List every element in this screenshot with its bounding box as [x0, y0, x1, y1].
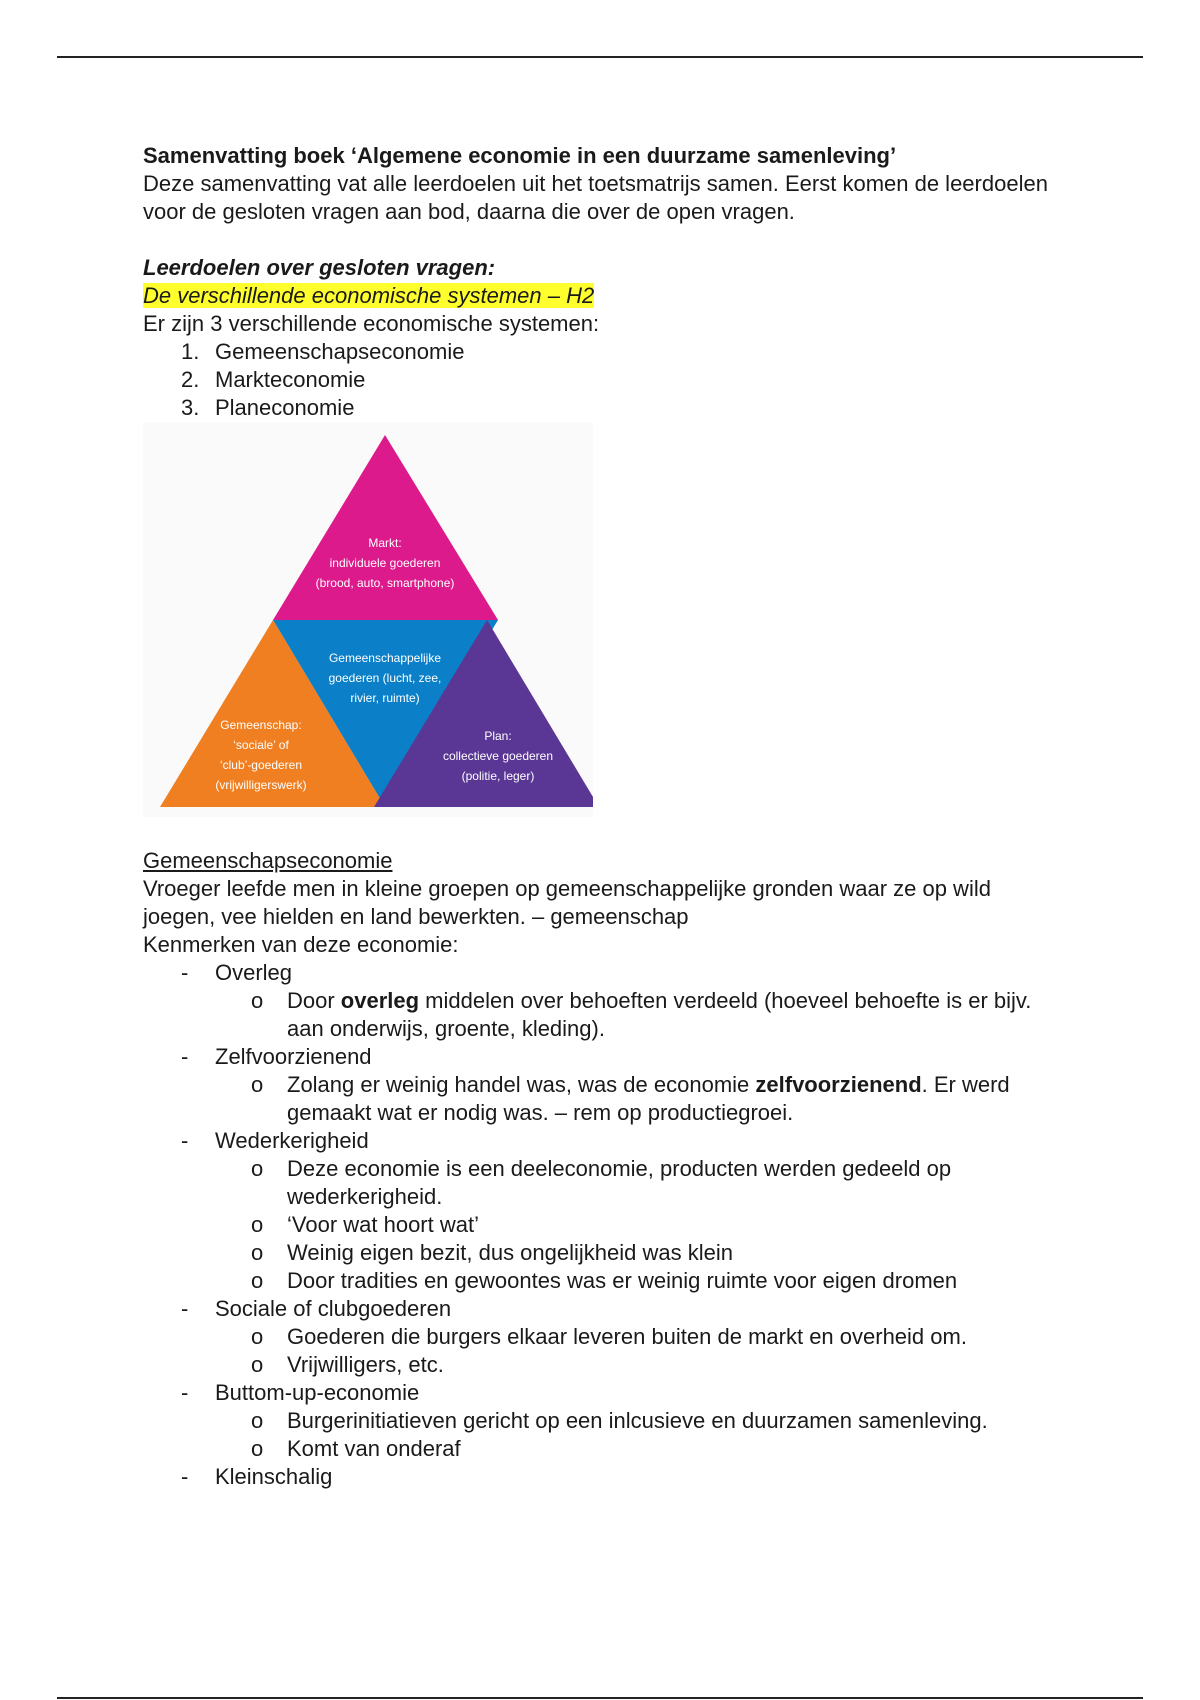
sub-list-item: o Door tradities en gewoontes was er weinig ruimte voor eigen dromen	[251, 1268, 958, 1293]
markt-label-2: individuele goederen	[329, 556, 441, 570]
list-item: 1. Gemeenschapseconomie	[181, 339, 465, 364]
kenmerken-intro: Kenmerken van deze economie:	[143, 932, 459, 957]
intro-paragraph: Deze samenvatting vat alle leerdoelen uit het toetsmatrijs samen. Eerst komen de leerdoelen voor de gesloten vragen aan bod, daarna die over de open vragen.	[143, 171, 1048, 224]
header-rule	[57, 56, 1143, 58]
systems-intro: Er zijn 3 verschillende economische systemen:	[143, 311, 600, 336]
gemeenschap-label-3: ‘club’-goederen	[219, 758, 303, 772]
list-item: - Zelfvoorzienend o Zolang er weinig handel was, was de economie zelfvoorzienend. Er werd gemaakt wat er nodig was. – rem op productiegroei.	[181, 1043, 1063, 1127]
gemeenschap-label-2: ‘sociale’ of	[233, 738, 289, 752]
gemeenschappelijk-label-1: Gemeenschappelijke	[328, 651, 442, 665]
markt-label-3: (brood, auto, smartphone)	[315, 576, 455, 590]
plan-label-3: (politie, leger)	[461, 769, 535, 783]
sub-list-item: o Door overleg middelen over behoeften verdeeld (hoeveel behoefte is er bijv. aan onderwijs, groente, kleding).	[251, 988, 1032, 1041]
list-item: - Wederkerigheid o Deze economie is een deeleconomie, producten werden gedeeld op wederkerigheid. o ‘Voor wat hoort wat’ o Weinig eigen bezit, dus ongelijkheid was klein o Door tradities en gewoontes was er weinig ruimte voor eigen dromen	[181, 1127, 1063, 1295]
gemeenschap-label-1: Gemeenschap:	[220, 718, 302, 732]
sub-list	[215, 987, 1063, 1043]
sub-list	[215, 1407, 1063, 1463]
list-item: - Sociale of clubgoederen o Goederen die burgers elkaar leveren buiten de markt en overheid om. o Vrijwilligers, etc.	[181, 1295, 1063, 1379]
sub-list-item: o Komt van onderaf	[251, 1436, 461, 1461]
sub-list-item: o Deze economie is een deeleconomie, producten werden gedeeld op wederkerigheid.	[251, 1156, 952, 1209]
highlighted-subheading: De verschillende economische systemen – H2	[143, 283, 595, 308]
subsection-title: Gemeenschapseconomie	[143, 848, 393, 873]
characteristics-list	[143, 959, 1063, 1491]
sub-list-item: o Goederen die burgers elkaar leveren buiten de markt en overheid om.	[251, 1324, 967, 1349]
gemeenschap-label-4: (vrijwilligerswerk)	[215, 778, 307, 792]
economic-systems-triangle-diagram	[143, 422, 593, 817]
sub-list-item: o Burgerinitiatieven gericht op een inlcusieve en duurzamen samenleving.	[251, 1408, 988, 1433]
systems-list	[143, 338, 1063, 422]
footer-rule	[57, 1697, 1143, 1699]
plan-label-2: collectieve goederen	[442, 749, 554, 763]
gemeenschappelijk-label-2: goederen (lucht, zee,	[328, 671, 442, 685]
sub-list	[215, 1155, 1063, 1295]
sub-list-item: o Vrijwilligers, etc.	[251, 1352, 444, 1377]
list-item: - Kleinschalig	[181, 1464, 333, 1489]
sub-list	[215, 1071, 1063, 1127]
plan-label-1: Plan:	[484, 729, 512, 743]
sub-list-item: o Weinig eigen bezit, dus ongelijkheid was klein	[251, 1240, 733, 1265]
list-item: 2. Markteconomie	[181, 367, 366, 392]
sub-list	[215, 1323, 1063, 1379]
gemeenschappelijk-label-3: rivier, ruimte)	[350, 691, 420, 705]
list-item: - Overleg o Door overleg middelen over behoeften verdeeld (hoeveel behoefte is er bijv. aan onderwijs, groente, kleding).	[181, 959, 1063, 1043]
document-body	[143, 142, 1063, 1491]
markt-label-1: Markt:	[368, 536, 402, 550]
history-paragraph: Vroeger leefde men in kleine groepen op gemeenschappelijke gronden waar ze op wild joegen, vee hielden en land bewerkten. – gemeenschap	[143, 876, 991, 929]
list-item: 3. Planeconomie	[181, 395, 355, 420]
triangle-svg	[143, 422, 593, 817]
section-heading: Leerdoelen over gesloten vragen:	[143, 255, 496, 280]
sub-list-item: o Zolang er weinig handel was, was de economie zelfvoorzienend. Er werd gemaakt wat er nodig was. – rem op productiegroei.	[251, 1072, 1010, 1125]
document-title: Samenvatting boek ‘Algemene economie in een duurzame samenleving’	[143, 143, 897, 168]
sub-list-item: o ‘Voor wat hoort wat’	[251, 1212, 479, 1237]
list-item: - Buttom-up-economie o Burgerinitiatieven gericht op een inlcusieve en duurzamen samenleving. o Komt van onderaf	[181, 1379, 1063, 1463]
